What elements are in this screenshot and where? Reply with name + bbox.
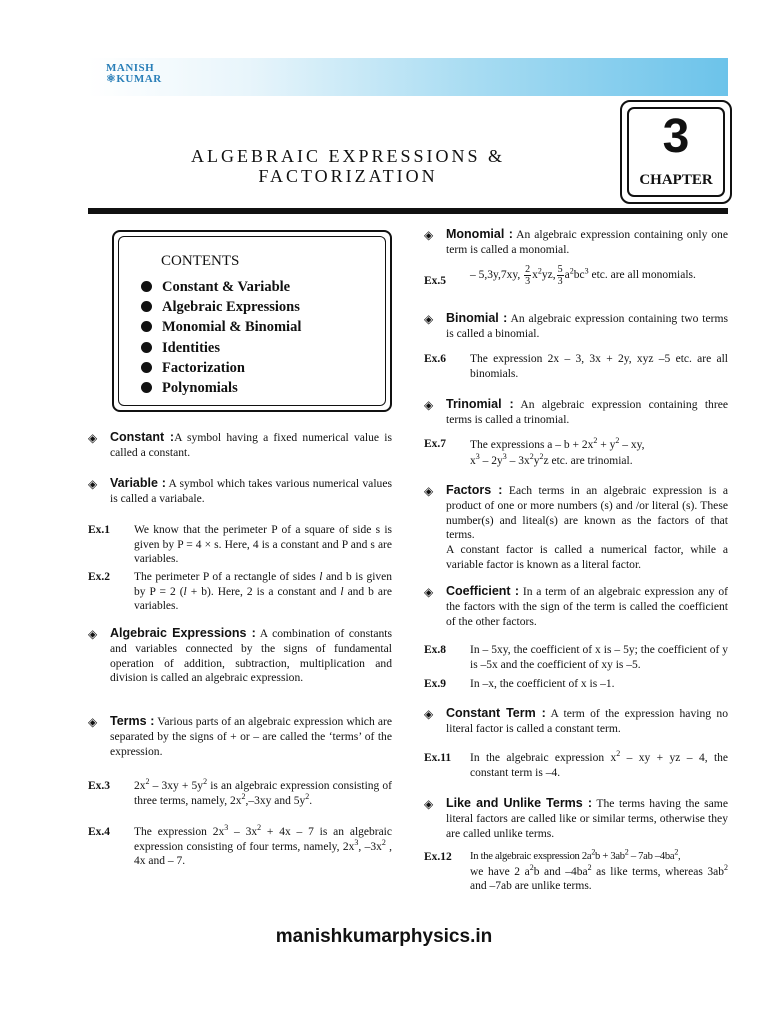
algebraic-text: A combination of constants and variables connected by the signs of fundamental operation of addition, subtraction, multiplication and division is called an algebraic expression. bbox=[110, 627, 392, 685]
example-11 bbox=[424, 751, 728, 781]
example-9 bbox=[424, 677, 728, 693]
atom-icon: ⚛ bbox=[106, 73, 117, 85]
example-2 bbox=[88, 570, 392, 614]
bullet-icon bbox=[141, 281, 152, 292]
definition-variable bbox=[88, 476, 392, 507]
term-monomial: Monomial : bbox=[446, 227, 513, 241]
logo-line2-text: KUMAR bbox=[116, 73, 162, 85]
diamond-bullet-icon: ◈ bbox=[424, 797, 434, 811]
diamond-bullet-icon: ◈ bbox=[424, 585, 434, 599]
contents-item: Polynomials bbox=[141, 378, 301, 398]
term-like-unlike: Like and Unlike Terms : bbox=[446, 796, 593, 810]
definition-trinomial bbox=[424, 397, 728, 428]
term-variable: Variable : bbox=[110, 476, 166, 490]
example-label: Ex.5 bbox=[424, 275, 447, 287]
example-1 bbox=[88, 523, 392, 567]
example-label: Ex.8 bbox=[424, 644, 447, 656]
example-text: The perimeter P of a rectangle of sides l and b is given by P = 2 (l + b). Here, 2 is a constant and l and b are variables. bbox=[134, 571, 392, 613]
term-constant-term: Constant Term : bbox=[446, 706, 546, 720]
contents-item: Monomial & Binomial bbox=[141, 317, 301, 337]
example-label: Ex.3 bbox=[88, 780, 111, 792]
contents-box bbox=[112, 230, 392, 412]
contents-box-inner bbox=[118, 236, 386, 406]
monomial-text: An algebraic expression containing only one term is called a monomial. bbox=[446, 228, 728, 256]
diamond-bullet-icon: ◈ bbox=[88, 715, 98, 729]
term-coefficient: Coefficient : bbox=[446, 584, 520, 598]
diamond-bullet-icon: ◈ bbox=[424, 707, 434, 721]
example-text: We know that the perimeter P of a square of side s is given by P = 4 × s. Here, 4 is a constant and P and s are variables. bbox=[134, 524, 392, 566]
example-8 bbox=[424, 643, 728, 673]
example-label: Ex.2 bbox=[88, 571, 111, 583]
example-7 bbox=[424, 437, 728, 469]
factors-text: Each terms in an algebraic expression is a product of one or more numbers (s) and /or literal (s). These number(s) and liteal(s) are known as the factors of that terms. bbox=[446, 484, 729, 542]
term-trinomial: Trinomial : bbox=[446, 397, 514, 411]
definition-coefficient bbox=[424, 584, 728, 629]
example-label: Ex.7 bbox=[424, 438, 447, 450]
logo-line1: MANISH bbox=[106, 62, 155, 74]
bullet-icon bbox=[141, 342, 152, 353]
chapter-badge bbox=[620, 100, 732, 204]
definition-binomial bbox=[424, 311, 728, 342]
like-unlike-text: The terms having the same literal factors are called like or similar terms, otherwise they are called unlike terms. bbox=[446, 797, 728, 840]
diamond-bullet-icon: ◈ bbox=[424, 398, 434, 412]
definition-constant-term bbox=[424, 706, 728, 737]
example-label: Ex.1 bbox=[88, 524, 111, 536]
example-text: In the algebraic expression $x^2$ – xy + yz – 4, the constant term is –4. bbox=[470, 749, 729, 779]
page-title bbox=[88, 146, 608, 186]
definition-factors bbox=[424, 483, 728, 573]
brand-logo bbox=[106, 63, 162, 85]
diamond-bullet-icon: ◈ bbox=[88, 627, 98, 641]
bullet-icon bbox=[141, 321, 152, 332]
definition-constant bbox=[88, 430, 392, 461]
title-line1: ALGEBRAIC EXPRESSIONS & bbox=[190, 146, 506, 166]
example-text: In –x, the coefficient of x is –1. bbox=[470, 678, 615, 690]
term-binomial: Binomial : bbox=[446, 311, 508, 325]
contents-item: Constant & Variable bbox=[141, 277, 301, 297]
binomial-text: An algebraic expression containing two terms is called a binomial. bbox=[446, 312, 728, 340]
example-text: – 5,3y,7xy, $\frac{2}{3}$ $x^2yz$, $\frac{5}{3}$ $a^2bc^3$ etc. are all monomials. bbox=[470, 264, 696, 287]
definition-algebraic-expressions bbox=[88, 626, 392, 686]
example-text: In – 5xy, the coefficient of x is – 5y; the coefficient of y is –5x and the coefficient of xy is –5. bbox=[470, 644, 728, 671]
chapter-number: 3 bbox=[662, 110, 690, 163]
bullet-icon bbox=[141, 382, 152, 393]
diamond-bullet-icon: ◈ bbox=[424, 484, 434, 498]
term-constant: Constant : bbox=[110, 430, 175, 444]
fraction: $\frac{2}{3}$ bbox=[525, 264, 531, 287]
chapter-badge-inner bbox=[627, 107, 725, 197]
example-6 bbox=[424, 352, 728, 382]
diamond-bullet-icon: ◈ bbox=[424, 228, 434, 242]
example-text: $2x^2 - 3xy + 5y^2$ is an algebraic expression consisting of three terms, namely, $2x^2,-3xy$ and $5y^2$. bbox=[134, 777, 392, 807]
coefficient-text: In a term of an algebraic expression any of the factors with the sign of the term is called the coefficient of the other factors. bbox=[446, 585, 728, 628]
example-text: The expression 2x – 3, 3x + 2y, xyz –5 etc. are all binomials. bbox=[470, 353, 728, 380]
example-text: In the algebraic exspression $2a^2b + 3ab^2 - 7ab$ $-4ba^2$, we have 2 $a^2b$ and $-4ba^2$ as like terms, whereas $3ab^2$ and –7ab are unlike terms. bbox=[470, 847, 728, 893]
logo-line2 bbox=[106, 74, 162, 85]
example-text: The expressions $a - b + 2x^2 + y^2$ – xy, $x^3 - 2y^3 - 3x^2y^2z$ etc. are trinomial. bbox=[470, 436, 645, 467]
constant-text: A symbol having a fixed numerical value is called a constant. bbox=[110, 431, 392, 459]
trinomial-text: An algebraic expression containing three terms is called a trinomial. bbox=[446, 398, 729, 426]
definition-terms bbox=[88, 714, 392, 759]
chapter-label: CHAPTER bbox=[639, 172, 713, 188]
fraction: $\frac{5}{3}$ bbox=[557, 264, 563, 287]
term-algebraic-expressions: Algebraic Expressions : bbox=[110, 626, 256, 640]
contents-item: Identities bbox=[141, 338, 301, 358]
example-label: Ex.11 bbox=[424, 752, 452, 764]
terms-text: Various parts of an algebraic expression which are separated by the signs of + or – are called the ‘terms’ of the expression. bbox=[110, 715, 392, 758]
bullet-icon bbox=[141, 362, 152, 373]
example-text: The expression $2x^3 - 3x^2 + 4x - 7$ is an algebraic expression consisting of four terms, namely, $2x^3$, $-3x^2$ , 4x and – 7. bbox=[134, 823, 393, 868]
bullet-icon bbox=[141, 301, 152, 312]
factors-text-2: A constant factor is called a numerical factor, while a variable factor is known as a literal factor. bbox=[446, 543, 728, 571]
term-factors: Factors : bbox=[446, 483, 503, 497]
example-5 bbox=[424, 264, 728, 298]
example-3 bbox=[88, 779, 392, 823]
diamond-bullet-icon: ◈ bbox=[88, 431, 98, 445]
term-terms: Terms : bbox=[110, 714, 155, 728]
contents-item: Algebraic Expressions bbox=[141, 297, 301, 317]
header-banner bbox=[88, 58, 728, 96]
example-12 bbox=[424, 847, 728, 896]
footer-website: manishkumarphysics.in bbox=[275, 926, 493, 947]
example-label: Ex.4 bbox=[88, 826, 111, 838]
diamond-bullet-icon: ◈ bbox=[88, 477, 98, 491]
example-label: Ex.6 bbox=[424, 353, 447, 365]
example-label: Ex.12 bbox=[424, 851, 452, 863]
contents-item: Factorization bbox=[141, 358, 301, 378]
example-label: Ex.9 bbox=[424, 678, 447, 690]
variable-text: A symbol which takes various numerical values is called a variabale. bbox=[110, 477, 392, 505]
constant-term-text: A term of the expression having no literal factor is called a constant term. bbox=[446, 707, 728, 735]
definition-monomial bbox=[424, 227, 728, 258]
title-line2: FACTORIZATION bbox=[258, 166, 438, 186]
definition-like-unlike-terms bbox=[424, 796, 728, 841]
title-divider bbox=[88, 208, 728, 214]
contents-list bbox=[141, 277, 301, 398]
contents-heading: CONTENTS bbox=[161, 253, 240, 269]
diamond-bullet-icon: ◈ bbox=[424, 312, 434, 326]
example-4 bbox=[88, 825, 392, 869]
